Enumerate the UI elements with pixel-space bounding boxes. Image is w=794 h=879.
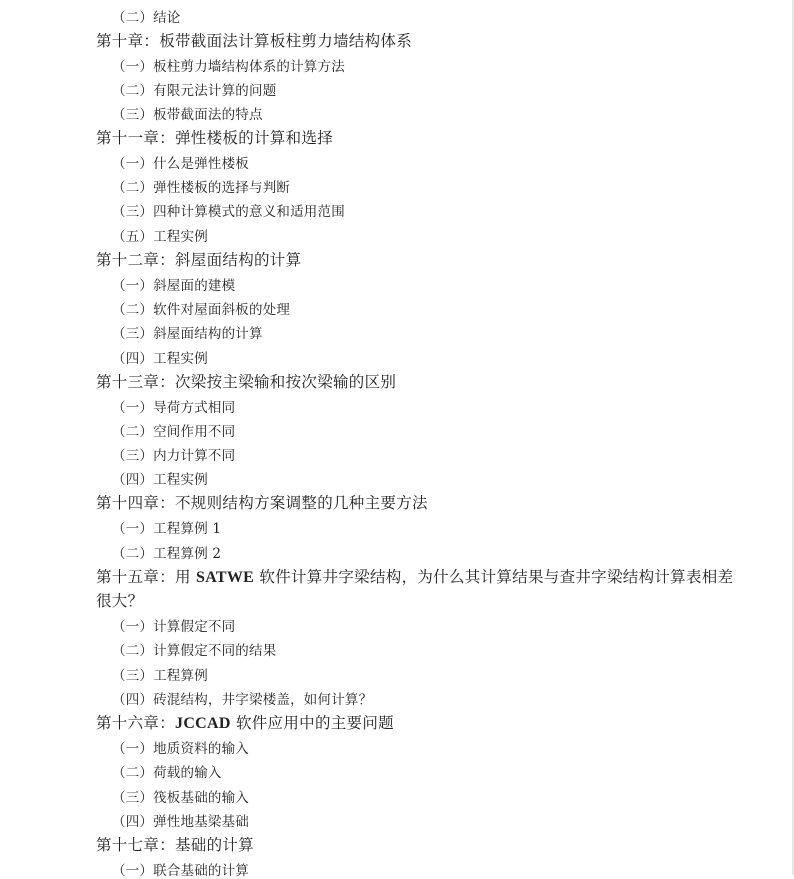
toc-section-line: （二）结论	[112, 10, 181, 26]
toc-section-line: （一）计算假定不同	[112, 619, 236, 635]
toc-section-line: （一）斜屋面的建模	[112, 278, 236, 294]
toc-section-line: （三）工程算例	[112, 668, 208, 684]
toc-chapter-heading: 第十章：板带截面法计算板柱剪力墙结构体系	[96, 32, 413, 50]
toc-section-line: （二）软件对屋面斜板的处理	[112, 302, 291, 318]
toc-chapter-heading: 第十三章：次梁按主梁输和按次梁输的区别	[96, 373, 397, 391]
toc-section-line: （二）弹性楼板的选择与判断	[112, 180, 291, 196]
toc-section-line: （三）内力计算不同	[112, 448, 236, 464]
toc-chapter-heading: 第十二章：斜屋面结构的计算	[96, 251, 302, 269]
toc-section-line: （四）工程实例	[112, 351, 208, 367]
chapter-prefix: 第十六章：	[96, 714, 176, 732]
toc-section-line: （一）什么是弹性楼板	[112, 156, 249, 172]
toc-section-line: （二）计算假定不同的结果	[112, 643, 277, 659]
software-name: JCCAD	[175, 715, 231, 732]
toc-section-line: （二）空间作用不同	[112, 424, 236, 440]
toc-chapter-heading: 第十一章：弹性楼板的计算和选择	[96, 129, 334, 147]
chapter-title-rest: 软件计算井字梁结构，为什么其计算结果与查井字梁结构计算表相差	[254, 568, 734, 586]
toc-section-line: （二）工程算例 2	[112, 546, 222, 562]
toc-section-line: （四）砖混结构，井字梁楼盖，如何计算？	[112, 692, 373, 708]
chapter-prefix: 第十五章：用	[96, 568, 197, 586]
toc-section-line: （一）导荷方式相同	[112, 400, 236, 416]
toc-chapter-heading	[96, 565, 733, 587]
toc-section-line: （三）板带截面法的特点	[112, 107, 263, 123]
software-name: SATWE	[196, 569, 255, 586]
toc-section-line: （二）有限元法计算的问题	[112, 83, 277, 99]
toc-section-line: （一）板柱剪力墙结构体系的计算方法	[112, 59, 345, 75]
toc-chapter-heading: 第十四章：不规则结构方案调整的几种主要方法	[96, 494, 428, 512]
toc-section-line: （三）斜屋面结构的计算	[112, 326, 263, 342]
toc-chapter-heading: 第十七章：基础的计算	[96, 836, 255, 854]
toc-section-line: （三）筏板基础的输入	[112, 790, 249, 806]
chapter-title-rest: 软件应用中的主要问题	[230, 714, 394, 732]
toc-section-line: （一）联合基础的计算	[112, 863, 249, 879]
toc-chapter-heading	[96, 711, 394, 733]
toc-section-line: （五）工程实例	[112, 229, 208, 245]
toc-section-line: （二）荷载的输入	[112, 765, 222, 781]
toc-section-line: （一）地质资料的输入	[112, 741, 249, 757]
toc-section-line: （三）四种计算模式的意义和适用范围	[112, 204, 345, 220]
toc-section-line: （一）工程算例 1	[112, 521, 222, 537]
toc-section-line: （四）弹性地基梁基础	[112, 814, 249, 830]
toc-chapter-heading-continued: 很大？	[96, 592, 144, 610]
toc-section-line: （四）工程实例	[112, 472, 208, 488]
